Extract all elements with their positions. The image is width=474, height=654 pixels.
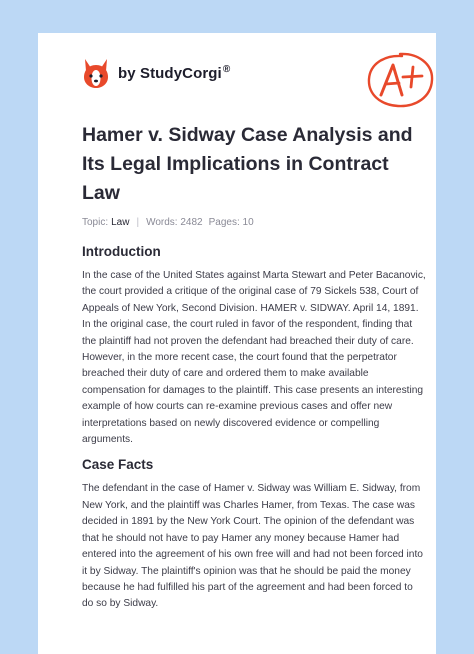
section-case-facts	[82, 457, 426, 612]
page-count: Pages: 10	[208, 217, 254, 228]
word-count: Words: 2482	[146, 217, 203, 228]
section-heading: Case Facts	[82, 457, 154, 473]
meta-separator: |	[136, 217, 140, 228]
topic-label: Topic:	[82, 217, 109, 228]
document-page	[38, 33, 436, 654]
trademark-symbol: ®	[222, 64, 231, 75]
section-introduction	[82, 244, 426, 448]
page-header	[82, 53, 436, 109]
document-content	[82, 121, 426, 613]
document-title: Hamer v. Sidway Case Analysis and Its Legal Implications in Contract Law	[82, 124, 413, 204]
corgi-logo-icon	[82, 57, 110, 89]
document-meta	[82, 217, 426, 228]
topic-link[interactable]: Law	[111, 217, 130, 228]
a-plus-grade-icon	[364, 50, 436, 110]
section-body: In the case of the United States against Marta Stewart and Peter Bacanovic, the court provided a critique of the original case of 79 Sickels 538, Court of Appeals of New York, Second Division. HAMER v. SIDWAY. April 14, 1891. In the original case, the court ruled in favor of the respondent, finding that the plaintiff had not proven the defendant had breached their duty of care. However, in the more recent case, the court found that the perpetrator breached their duty of care and ordered them to make available compensation for damages to the plaintiff. This case presents an interesting example of how courts can re-examine previous cases and offer new interpretations based on newly discovered evidence or compelling arguments.	[82, 270, 426, 446]
brand-name: by StudyCorgi®	[118, 64, 231, 82]
section-heading: Introduction	[82, 244, 161, 259]
studycorgi-logo[interactable]	[82, 53, 230, 93]
section-body: The defendant in the case of Hamer v. Sidway was William E. Sidway, from New York, and the plaintiff was Charles Hamer, from Texas. The case was decided in 1891 by the New York Court. The opinion of the defendant was that he should not have to pay Hamer any money because Hamer had entered into the agreement of his own free will and had not been forced into it by Sidway. The plaintiff's opinion was that he should be paid the money because he had fulfilled his part of the agreement and had been forced to do so by Sidway.	[82, 483, 423, 610]
